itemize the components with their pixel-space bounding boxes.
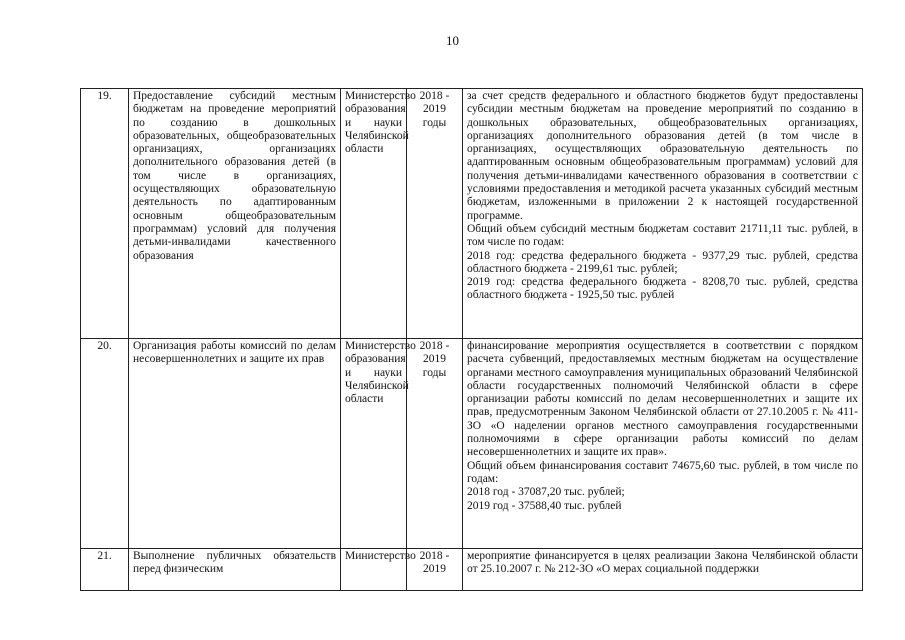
measure-description bbox=[463, 549, 863, 591]
description-paragraph: мероприятие финансируется в целях реализации Закона Челябинской области от 25.10.2007 г. № 212-ЗО «О мерах социальной поддержки bbox=[467, 550, 858, 576]
description-paragraph: Общий объем субсидий местным бюджетам составит 21711,11 тыс. рублей, в том числе по годам: bbox=[467, 222, 858, 249]
period: 2018 - 2019 годы bbox=[407, 89, 463, 339]
description-paragraph: 2019 год - 37588,40 тыс. рублей bbox=[467, 499, 622, 512]
measure-description bbox=[463, 339, 863, 549]
executor: Министерство образования и науки Челябинской области bbox=[341, 89, 407, 339]
description-paragraph: за счет средств федерального и областного бюджетов будут предоставлены субсидии местным бюджетам на проведение мероприятий по созданию в дошкольных образовательных, общеобразовательных организациях, организациях дополнительного образования детей (в том числе в организациях, осуществляющих образовательную деятельность по адаптированным основным общеобразовательным программам) условий для получения детьми-инвалидами качественного образования в соответствии с условиями предоставления и методикой расчета указанных субсидий местным бюджетам, изложенными в приложении 2 к настоящей государственной программе. bbox=[467, 90, 858, 222]
measure-name: Организация работы комиссий по делам несовершеннолетних и защите их прав bbox=[129, 339, 341, 549]
measure-name: Предоставление субсидий местным бюджетам на проведение мероприятий по созданию в дошкольных образовательных, общеобразовательных организациях, организациях дополнительного образования детей (в том числе в организациях, осуществляющих образовательную деятельность по адаптированным основным общеобразовательным программам) условий для получения детьми-инвалидами качественного образования bbox=[129, 89, 341, 339]
description-paragraph: 2018 год: средства федерального бюджета - 9377,29 тыс. рублей, средства областного бюджета - 2199,61 тыс. рублей; bbox=[467, 249, 858, 275]
executor: Министерство образования и науки Челябинской области bbox=[341, 339, 407, 549]
period: 2018 - 2019 bbox=[407, 549, 463, 591]
table-row bbox=[81, 339, 863, 549]
description-paragraph: Общий объем финансирования составит 74675,60 тыс. рублей, в том числе по годам: bbox=[467, 459, 858, 485]
program-measures-table bbox=[80, 88, 863, 591]
description-paragraph: финансирование мероприятия осуществляется в соответствии с порядком расчета субвенций, предоставляемых местным бюджетам на осуществление органами местного самоуправления муниципальных образований Челябинской области государственных полномочий Челябинской области в сфере организации работы комиссий по делам несовершеннолетних и защите их прав, предусмотренным Законом Челябинской области от 27.10.2005 г. № 411-ЗО «О наделении органов местного самоуправления государственными полномочиями в сфере организации работы комиссий по делам несовершеннолетних и защите их прав». bbox=[467, 340, 858, 459]
description-paragraph: 2018 год - 37087,20 тыс. рублей; bbox=[467, 486, 625, 499]
measure-description bbox=[463, 89, 863, 339]
description-paragraph: 2019 год: средства федерального бюджета - 8208,70 тыс. рублей, средства областного бюджета - 1925,50 тыс. рублей bbox=[467, 276, 858, 302]
period: 2018 - 2019 годы bbox=[407, 339, 463, 549]
table-row bbox=[81, 89, 863, 339]
row-number: 21. bbox=[81, 549, 129, 591]
row-number: 20. bbox=[81, 339, 129, 549]
page-number: 10 bbox=[446, 33, 459, 48]
table-row bbox=[81, 549, 863, 591]
measure-name: Выполнение публичных обязательств перед физическим bbox=[129, 549, 341, 591]
executor: Министерство bbox=[341, 549, 407, 591]
row-number: 19. bbox=[81, 89, 129, 339]
